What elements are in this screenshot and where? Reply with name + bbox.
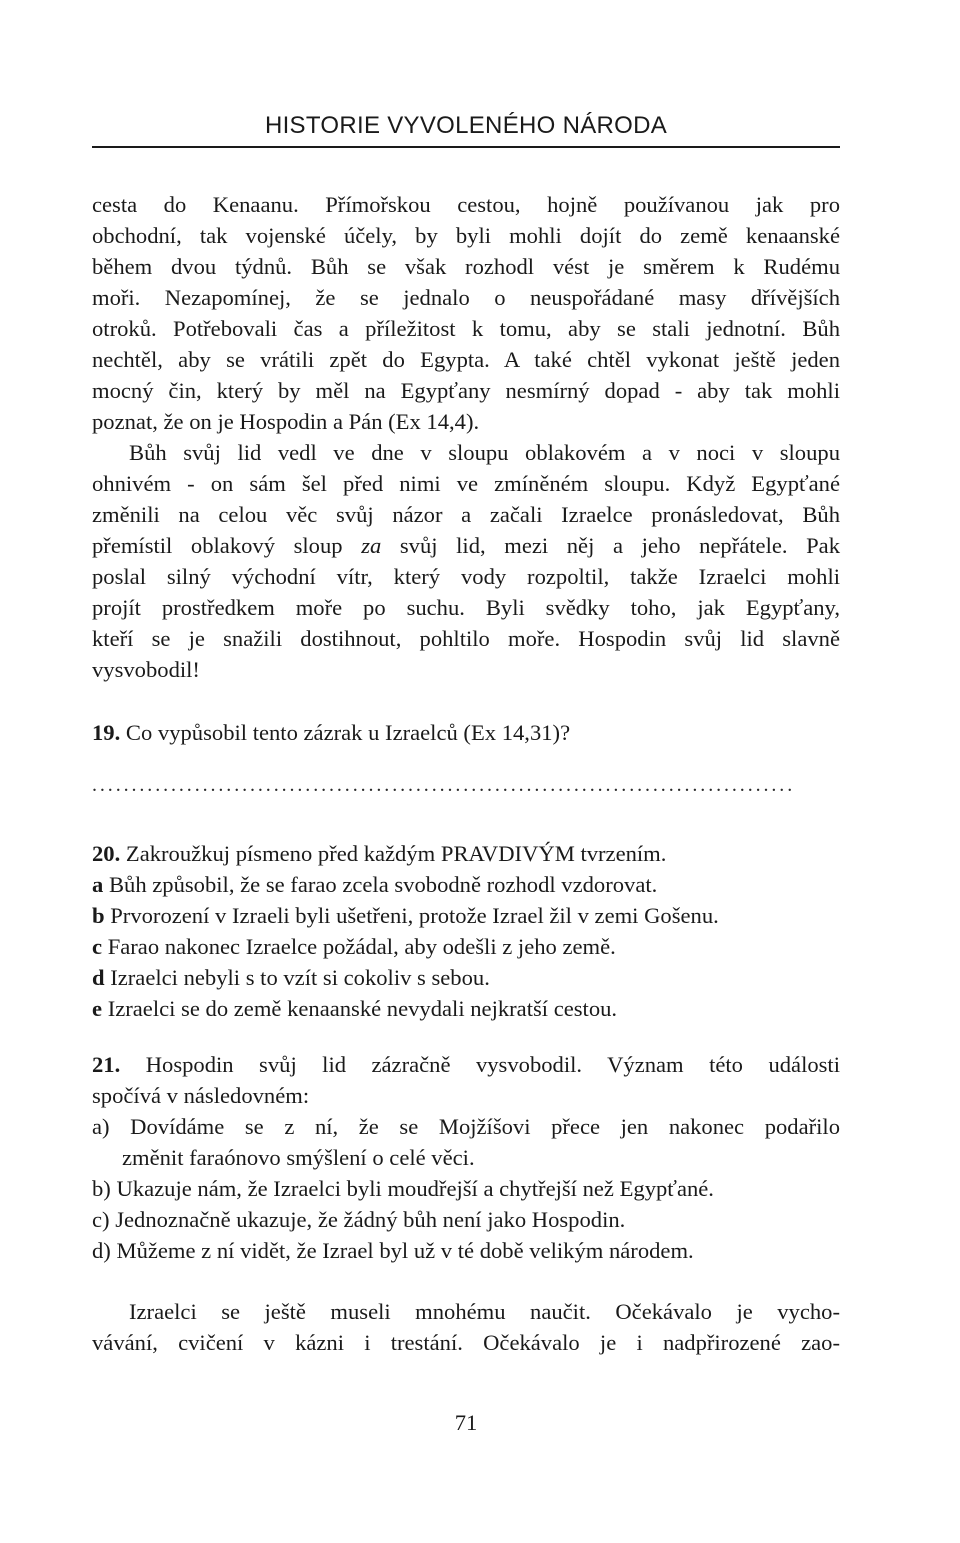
option-e[interactable] — [92, 993, 840, 1024]
text-line: obchodní, tak vojenské účely, by byli mohli dojít do země kenaanské — [92, 223, 840, 248]
option-c[interactable] — [92, 1204, 840, 1235]
text-line: vysvobodil! — [92, 657, 200, 682]
text-segment: přemístil oblakový sloup — [92, 533, 343, 558]
option-text: Ukazuje nám, že Izraelci byli moudřejší a chytřejší než Egypťané. — [116, 1176, 714, 1201]
text-line: mocný čin, který by měl na Egypťany nesmírný dopad - aby tak mohli — [92, 378, 840, 403]
option-text: Bůh způsobil, že se farao zcela svobodně rozhodl vzdorovat. — [108, 872, 658, 897]
question-20 — [92, 838, 840, 1024]
option-b[interactable] — [92, 900, 840, 931]
option-c[interactable] — [92, 931, 840, 962]
text-line — [92, 530, 840, 561]
option-a-continuation: změnit faraónovo smýšlení o celé věci. — [122, 1145, 475, 1170]
paragraph-2 — [92, 1296, 840, 1358]
option-d[interactable] — [92, 1235, 840, 1266]
text-line: poslal silný východní vítr, který vody rozpoltil, takže Izraelci mohli — [92, 564, 840, 589]
option-a[interactable] — [92, 1111, 840, 1142]
text-line: kteří se je snažili dostihnout, pohltilo moře. Hospodin svůj lid slavně — [92, 626, 840, 651]
text-line: během dvou týdnů. Bůh se však rozhodl vést je směrem k Rudému — [92, 254, 840, 279]
page-number: 71 — [454, 1410, 478, 1435]
option-letter: a) — [92, 1114, 110, 1139]
question-21 — [92, 1049, 840, 1266]
option-text: Můžeme z ní vidět, že Izrael byl už v té době velikým národem. — [116, 1238, 694, 1263]
text-line: Bůh svůj lid vedl ve dne v sloupu oblakovém a v noci v sloupu — [129, 440, 840, 465]
option-letter: b — [92, 903, 105, 928]
option-text: Dovídáme se z ní, že se Mojžíšovi přece jen nakonec podařilo — [130, 1114, 840, 1139]
text-line: moři. Nezapomínej, že se jednalo o neuspořádané masy dřívějších — [92, 285, 840, 310]
text-line: nechtěl, aby se vrátili zpět do Egypta. A také chtěl vykonat ještě jeden — [92, 347, 840, 372]
question-text: Hospodin svůj lid zázračně vysvobodil. Význam této události — [145, 1052, 840, 1077]
question-line — [92, 1049, 840, 1080]
option-letter: a — [92, 872, 104, 897]
running-header: HISTORIE VYVOLENÉHO NÁRODA — [264, 112, 668, 139]
text-segment: svůj lid, mezi něj a jeho nepřátele. Pak — [399, 533, 841, 558]
question-line: spočívá v následovném: — [92, 1083, 310, 1108]
option-letter: b) — [92, 1176, 111, 1201]
question-number: 20. — [92, 841, 121, 866]
header-rule — [92, 146, 840, 148]
option-text: Prvorození v Izraeli byli ušetřeni, protože Izrael žil v zemi Gošenu. — [110, 903, 719, 928]
option-b[interactable] — [92, 1173, 840, 1204]
option-text: Jednoznačně ukazuje, že žádný bůh není jako Hospodin. — [115, 1207, 626, 1232]
text-line: Izraelci se ještě museli mnohému naučit. Očekávalo je vycho- — [129, 1299, 840, 1324]
option-text: Izraelci nebyli s to vzít si cokoliv s sebou. — [110, 965, 490, 990]
text-line: poznat, že on je Hospodin a Pán (Ex 14,4). — [92, 409, 480, 434]
question-19 — [92, 717, 840, 748]
option-letter: d) — [92, 1238, 111, 1263]
text-line: cesta do Kenaanu. Přímořskou cestou, hojně používanou jak pro — [92, 192, 840, 217]
text-line: změnili na celou věc svůj názor a začali Izraelce pronásledovat, Bůh — [92, 502, 840, 527]
option-d[interactable] — [92, 962, 840, 993]
text-line: ohnivém - on sám šel před nimi ve zmíněném sloupu. Když Egypťané — [92, 471, 840, 496]
option-text: Farao nakonec Izraelce požádal, aby odešli z jeho země. — [107, 934, 616, 959]
paragraph-1 — [92, 189, 840, 685]
question-text: Zakroužkuj písmeno před každým PRAVDIVÝM tvrzením. — [125, 841, 667, 866]
option-a[interactable] — [92, 869, 840, 900]
question-number: 21. — [92, 1052, 121, 1077]
text-line: otroků. Potřebovali čas a příležitost k tomu, aby se stali jednotní. Bůh — [92, 316, 840, 341]
text-line: vávání, cvičení v kázni i trestání. Očekávalo je i nadpřirozené zao- — [92, 1330, 840, 1355]
answer-line[interactable]: ......................................................................................... — [92, 774, 796, 796]
question-number: 19. — [92, 720, 121, 745]
option-letter: e — [92, 996, 103, 1021]
emphasis-word: za — [361, 533, 382, 558]
option-letter: d — [92, 965, 105, 990]
text-line: projít prostředkem moře po suchu. Byli svědky toho, jak Egypťany, — [92, 595, 840, 620]
question-text: Co vypůsobil tento zázrak u Izraelců (Ex 14,31)? — [125, 720, 571, 745]
option-letter: c) — [92, 1207, 110, 1232]
option-text: Izraelci se do země kenaanské nevydali nejkratší cestou. — [107, 996, 618, 1021]
option-letter: c — [92, 934, 103, 959]
